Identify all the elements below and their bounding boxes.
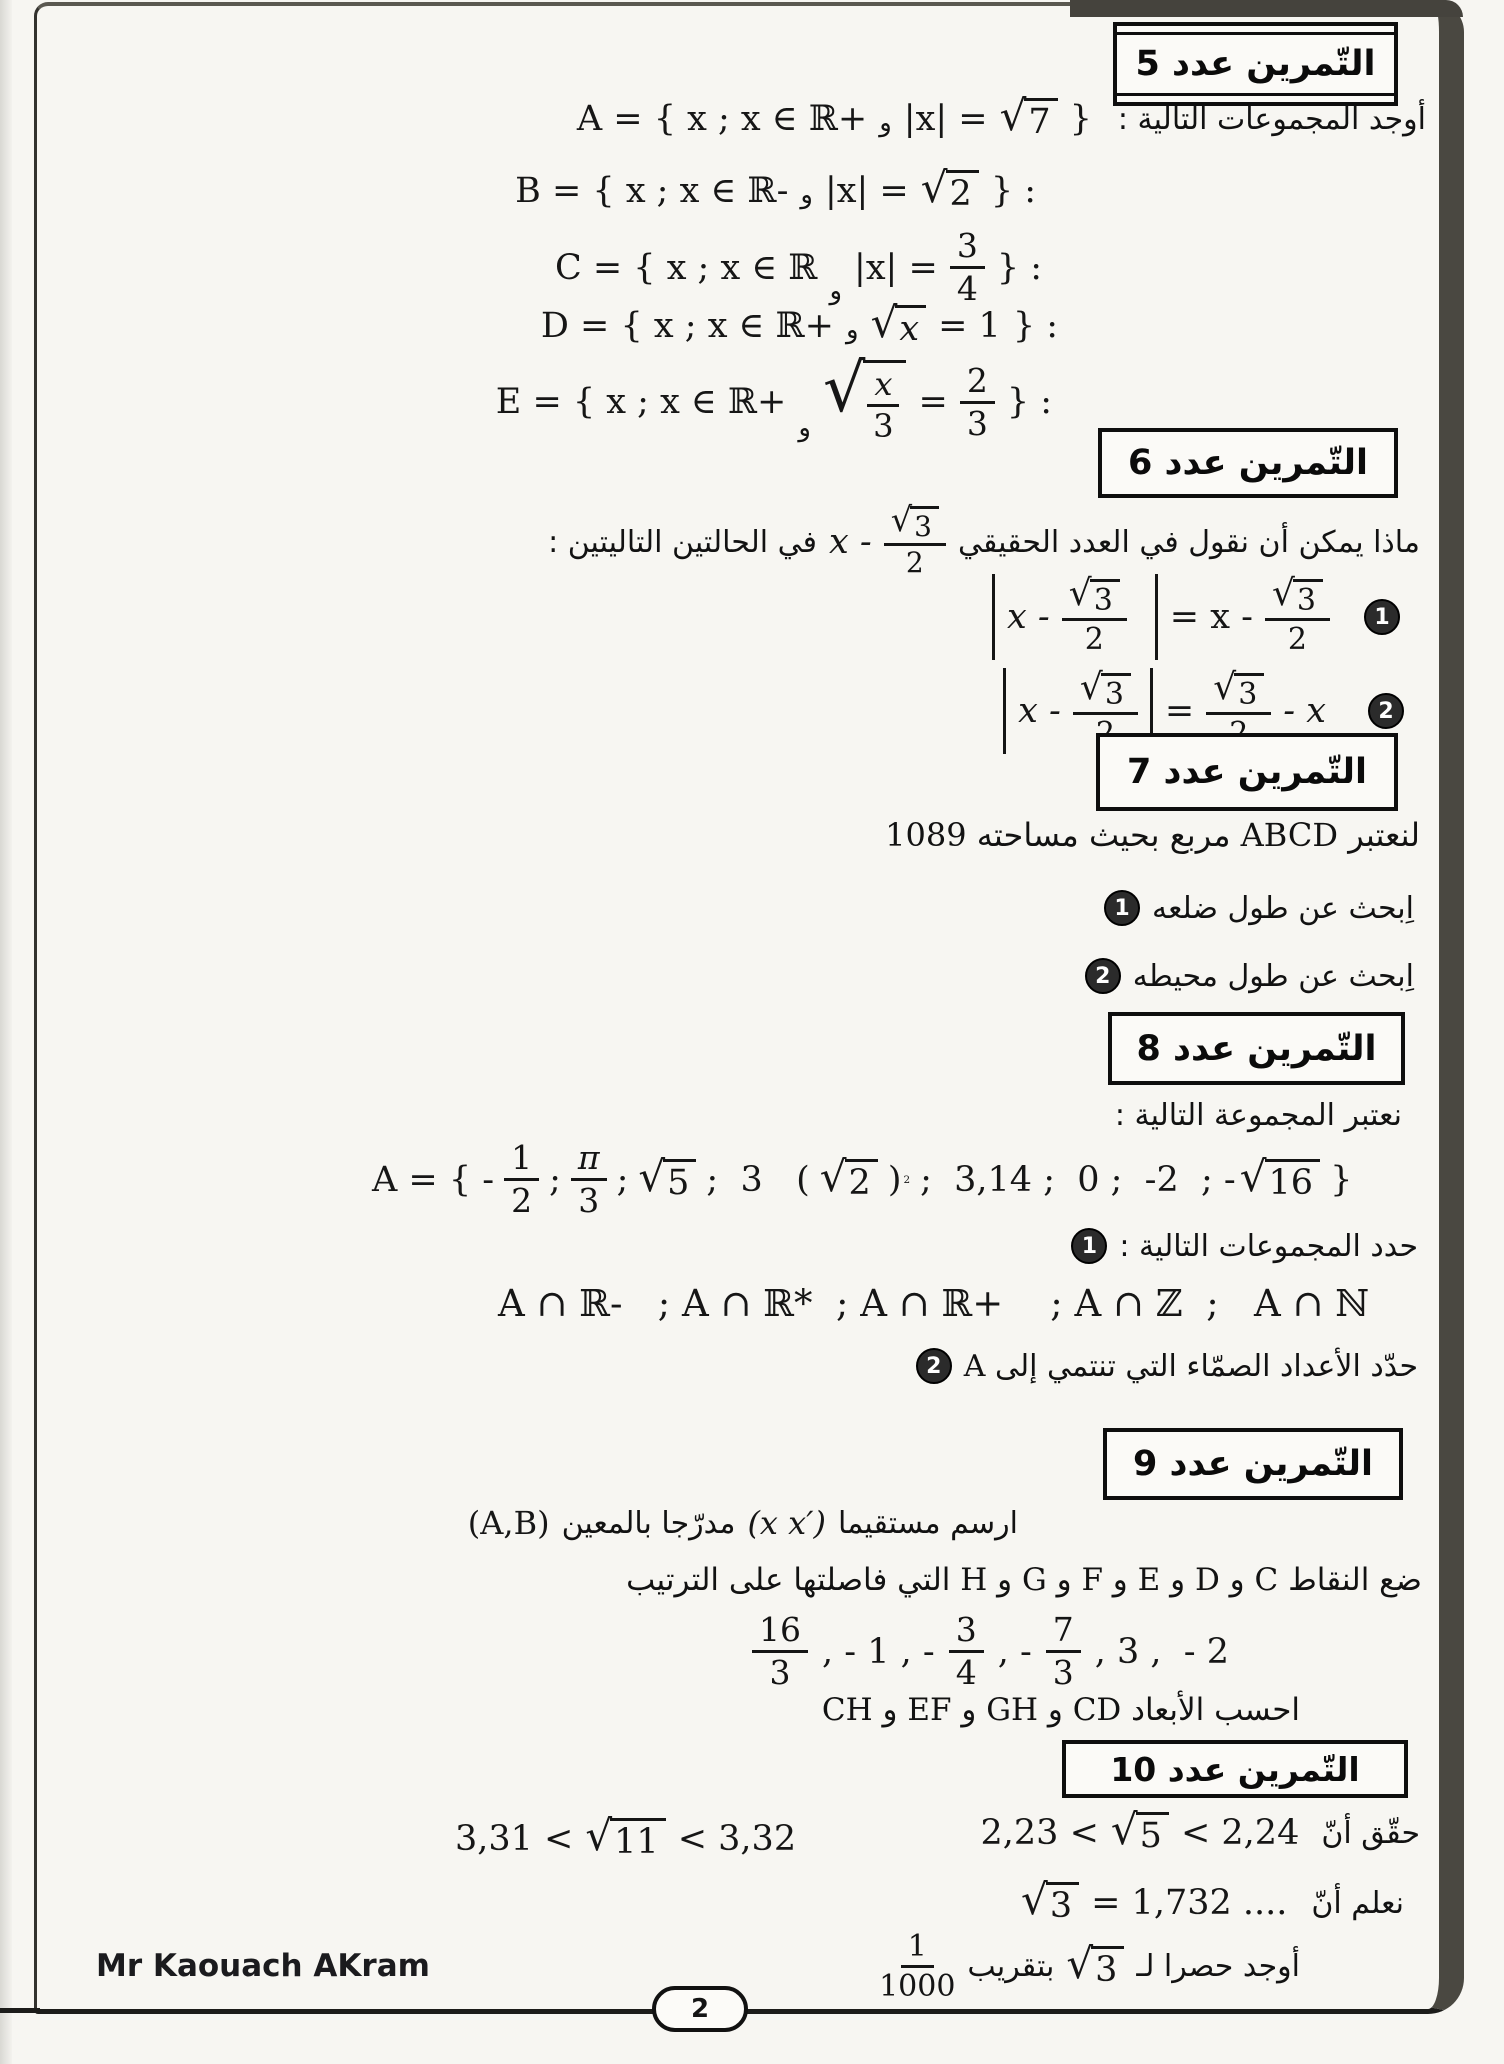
sqrt-3: √ 3 — [891, 506, 939, 541]
fraction-1-2: $\frac{1}{2}$ — [504, 1140, 539, 1220]
known-equals: = 1,732 .... — [1091, 1883, 1288, 1923]
page-number-capsule — [652, 1986, 748, 2032]
ex10-find-row — [879, 1930, 1300, 2003]
sqrt-3: √ 3 — [1272, 579, 1323, 616]
ex6-intro-right: ماذا يمكن أن نقول في العدد الحقيقي — [957, 524, 1420, 560]
ex5-set-c-row — [555, 228, 1042, 308]
fraction-16-3: $\frac{16}{3}$ — [752, 1612, 808, 1692]
ex10-bound-11 — [455, 1811, 797, 1862]
sqrt-2: √ 2 — [820, 1159, 878, 1201]
ex5-set-d-row — [540, 298, 1058, 349]
set-lhs: A = { - — [372, 1159, 495, 1200]
item-number-2-badge: 2 — [916, 1348, 952, 1384]
fraction-x-3: $\frac{x}{3}$ — [867, 367, 899, 445]
exercise-8-title: التّمرين عدد 8 — [1136, 1028, 1377, 1069]
and-word: و — [846, 315, 859, 345]
set-c-cond: |x| = — [854, 247, 938, 288]
item-number-1-badge: 1 — [1104, 890, 1140, 926]
page-bottom-rule — [0, 2008, 40, 2013]
radical-sign: √ — [870, 298, 898, 347]
radical-sign: √ — [822, 349, 866, 427]
exercise-10-title: التّمرين عدد 10 — [1110, 1749, 1360, 1789]
fraction-sqrt3-2: √ 3 2 — [1062, 579, 1127, 656]
ex8-set-definition — [372, 1140, 1352, 1220]
set-c-close: } : — [996, 247, 1042, 288]
bound-post: < 2,24 — [1180, 1813, 1300, 1853]
set-e-lhs: E = { x ; x ∈ ℝ+ — [495, 382, 787, 423]
abs-bar — [992, 574, 995, 660]
exponent-2: 2 — [903, 1173, 911, 1186]
separator: ; — [616, 1159, 629, 1200]
sqrt-3: √ 3 — [1069, 579, 1120, 616]
bound-post: < 3,32 — [677, 1819, 797, 1859]
exercise-6-title: التّمرين عدد 6 — [1127, 443, 1369, 483]
bound-pre: 2,23 < — [980, 1813, 1099, 1853]
case2-eq: = — [1164, 691, 1195, 731]
exercise-5-title: التّمرين عدد 5 — [1114, 32, 1396, 96]
set-a-cond: |x| = — [903, 99, 988, 139]
radical-sign: √ — [999, 91, 1027, 140]
fraction-3-4: $\frac{3}{4}$ — [950, 228, 985, 308]
ex7-statement — [885, 816, 1420, 854]
ex8-intersections-row — [498, 1282, 1369, 1325]
points-ab: (A,B) — [467, 1504, 550, 1542]
set-a-lhs: A = { x ; x ∈ ℝ+ — [576, 99, 868, 139]
fraction-7-3: $\frac{7}{3}$ — [1046, 1612, 1081, 1692]
radical-sign: √ — [1021, 1875, 1048, 1924]
radical-sign: √ — [1110, 1805, 1138, 1854]
sqrt-2: √ 2 — [921, 170, 979, 212]
ex7-item-2 — [1085, 958, 1414, 994]
set-b-close: } : — [990, 171, 1036, 211]
item-number-2-badge: 2 — [1085, 958, 1121, 994]
fraction-pi-3: $\frac{\pi}{3}$ — [571, 1140, 607, 1220]
case1-mid: = x - — [1169, 597, 1253, 637]
ex9-points-text: ضع النقاط C و D و E و F و G و H التي فاصلتها على الترتيب — [626, 1562, 1422, 1598]
radical-sign: √ — [638, 1151, 666, 1201]
radical-sign: √ — [1239, 1151, 1267, 1201]
radical-sign: √ — [1271, 572, 1295, 614]
fraction-sqrt3-2: √ 3 2 — [884, 506, 946, 579]
scan-edge — [0, 0, 12, 2064]
abs-bar — [1155, 574, 1158, 660]
ex8-item-2 — [916, 1348, 1418, 1384]
x-minus: x - — [829, 522, 872, 563]
separator: ; — [549, 1159, 561, 1200]
set-close: } — [1330, 1159, 1353, 1200]
radical-sign: √ — [920, 163, 948, 212]
sqrt-11: √ 11 — [585, 1818, 665, 1860]
ex6-case-1 — [992, 574, 1400, 660]
set-e-close: } : — [1006, 382, 1052, 423]
footer-author: Mr Kaouach AKram — [96, 1948, 430, 1984]
page-number: 2 — [690, 1994, 710, 2024]
set-e-eq: = — [918, 382, 948, 423]
bound-pre: 3,31 < — [455, 1819, 574, 1859]
precision-label: بتقريب — [967, 1949, 1055, 1984]
exercise-7-title: التّمرين عدد 7 — [1126, 752, 1368, 792]
sqrt-x-over-3 — [822, 349, 907, 446]
ex9-distances-text: احسب الأبعاد CD و GH و EF و CH — [821, 1692, 1300, 1728]
item-number-1-badge: 1 — [1071, 1228, 1107, 1264]
ex8-intro-row — [1115, 1098, 1402, 1133]
set-d-eq: = 1 — [938, 306, 1001, 346]
values: , - 1 , - — [822, 1631, 935, 1672]
ex7-item-2-text: اِبحث عن طول محيطه — [1132, 958, 1414, 994]
ex9-line-2 — [626, 1562, 1422, 1598]
set-mid: ; 3 ( — [706, 1159, 810, 1200]
case2-tail: - x — [1283, 691, 1326, 731]
x-minus: x - — [1018, 691, 1061, 731]
ex10-known-value — [1021, 1875, 1404, 1926]
verify-label: حقّق أنّ — [1321, 1815, 1420, 1851]
ex6-intro-row — [548, 500, 1420, 579]
set-values: ; 3,14 ; 0 ; -2 ; - — [920, 1159, 1236, 1200]
values: , 3 , - 2 — [1094, 1631, 1230, 1672]
sqrt-3: √ 3 — [1066, 1946, 1124, 1988]
exercise-9-title-box — [1103, 1428, 1403, 1500]
set-d-close: } : — [1012, 306, 1058, 346]
ex7-statement-text: لنعتبر ABCD مربع بحيث مساحته 1089 — [885, 816, 1420, 854]
abs-bar — [1003, 668, 1006, 754]
radical-sign: √ — [1068, 572, 1092, 614]
radical-sign: √ — [1079, 666, 1103, 708]
sqrt-7: √ 7 — [1000, 98, 1058, 140]
exercise-6-title-box — [1098, 428, 1398, 498]
ex7-item-1 — [1104, 890, 1414, 926]
ex9-line1-mid: مدرّجا بالمعين — [561, 1505, 736, 1541]
ex9-line1-right: ارسم مستقيما — [837, 1505, 1018, 1541]
axis-label: (x x′) — [747, 1504, 826, 1542]
radical-sign: √ — [1213, 666, 1237, 708]
ex7-item-1-text: اِبحث عن طول ضلعه — [1152, 890, 1414, 926]
ex9-line-1 — [468, 1504, 1018, 1542]
find-label: أوجد حصرا لـ — [1136, 1949, 1300, 1984]
ex5-set-b-row — [515, 163, 1036, 214]
and-word: و — [798, 412, 811, 443]
exercise-8-title-box — [1108, 1012, 1405, 1085]
radical-sign: √ — [890, 500, 913, 539]
sqrt-3: √ 3 — [1080, 673, 1131, 710]
ex9-abscissas-row — [752, 1612, 1229, 1692]
set-b-cond: |x| = — [824, 171, 909, 211]
intersections-expression: A ∩ ℝ- ; A ∩ ℝ* ; A ∩ ℝ+ ; A ∩ ℤ ; A ∩ ℕ — [498, 1282, 1370, 1325]
ex5-set-a-row — [576, 91, 1426, 142]
ex6-intro-left: في الحالتين التاليتين : — [548, 524, 817, 560]
radical-sign: √ — [819, 1151, 847, 1201]
and-word: و — [879, 108, 892, 138]
exercise-5-title-box — [1113, 22, 1398, 106]
sqrt-5: √ 5 — [1111, 1812, 1169, 1854]
know-label: نعلم أنّ — [1311, 1885, 1404, 1921]
page-border-top-cap — [1070, 0, 1463, 17]
fraction-sqrt3-2: √ 3 2 — [1265, 579, 1330, 656]
ex5-set-e-row — [495, 349, 1052, 446]
and-word: و — [829, 275, 843, 306]
and-word: و — [800, 180, 813, 210]
fraction-2-3: $\frac{2}{3}$ — [960, 363, 995, 443]
radical-sign: √ — [1066, 1938, 1094, 1988]
values: , - — [997, 1631, 1032, 1672]
set-d-lhs: D = { x ; x ∈ ℝ+ — [540, 306, 834, 346]
set-b-lhs: B = { x ; x ∈ ℝ- — [515, 171, 789, 211]
sqrt-x: √ x — [871, 305, 927, 347]
exercise-9-title: التّمرين عدد 9 — [1132, 1444, 1374, 1484]
item-number-1-badge: 1 — [1364, 599, 1400, 635]
sqrt-16: √ 16 — [1240, 1159, 1320, 1201]
exercise-7-title-box — [1096, 733, 1398, 811]
fraction-3-4: $\frac{3}{4}$ — [949, 1612, 984, 1692]
sqrt-5: √ 5 — [638, 1159, 696, 1201]
item-number-2-badge: 2 — [1368, 693, 1404, 729]
sqrt-3: √ 3 — [1021, 1882, 1079, 1924]
ex9-line-4 — [822, 1692, 1300, 1728]
fraction-1-1000: $\frac{1}{1000}$ — [879, 1929, 956, 2004]
exercise-10-title-box — [1062, 1740, 1408, 1798]
ex5-intro: أوجد المجموعات التالية : — [1117, 101, 1426, 137]
set-a-close: } — [1069, 99, 1092, 139]
ex10-bound-5 — [980, 1805, 1420, 1856]
ex8-item-1 — [1071, 1228, 1418, 1264]
x-minus: x - — [1007, 597, 1050, 637]
ex8-item-2-text: حدّد الأعداد الصمّاء التي تنتمي إلى A — [963, 1348, 1418, 1384]
radical-sign: √ — [585, 1811, 613, 1860]
sqrt-3: √ 3 — [1213, 673, 1264, 710]
set-c-lhs: C = { x ; x ∈ ℝ — [554, 247, 818, 288]
ex8-intro: نعتبر المجموعة التالية : — [1114, 1098, 1402, 1133]
ex8-item-1-text: حدد المجموعات التالية : — [1119, 1228, 1418, 1264]
paren-close: ) — [887, 1159, 902, 1200]
